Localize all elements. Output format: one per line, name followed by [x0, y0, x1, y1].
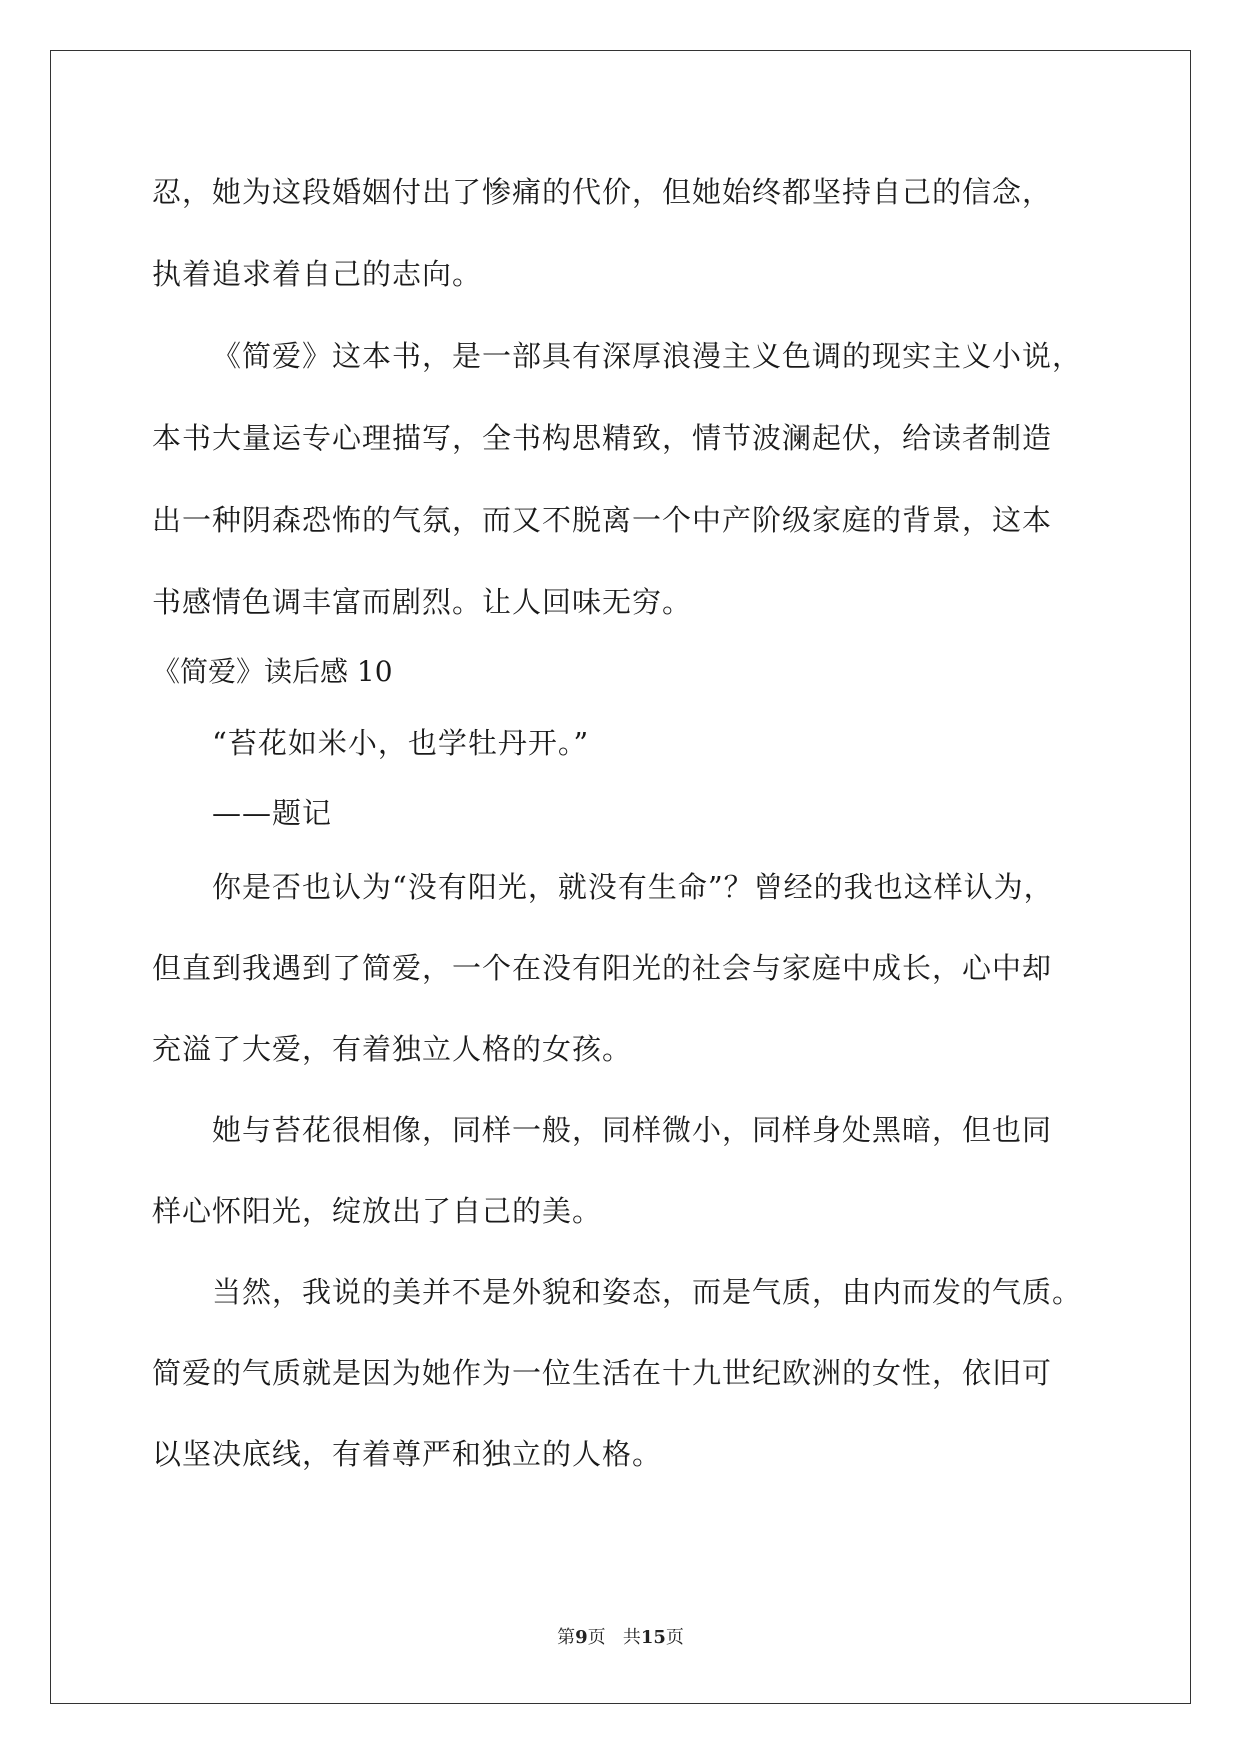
- total-page-count: 15: [640, 1627, 666, 1648]
- paragraph-line: 以坚决底线，有着尊严和独立的人格。: [152, 1437, 663, 1471]
- paragraph-line: 忍，她为这段婚姻付出了惨痛的代价，但她始终都坚持自己的信念，: [152, 175, 1053, 209]
- page-footer: [0, 1626, 1241, 1650]
- footer-total-suffix: 页: [665, 1627, 684, 1648]
- section-heading: 《简爱》读后感 10: [152, 655, 393, 688]
- paragraph-line: 执着追求着自己的志向。: [152, 257, 483, 291]
- paragraph-line: 简爱的气质就是因为她作为一位生活在十九世纪欧洲的女性，依旧可: [152, 1356, 1053, 1390]
- epigraph-quote: “苔花如米小，也学牡丹开。”: [212, 726, 590, 760]
- footer-total-prefix: 共: [622, 1627, 641, 1648]
- paragraph-line: 但直到我遇到了简爱，一个在没有阳光的社会与家庭中成长，心中却: [152, 951, 1053, 985]
- paragraph-line: 出一种阴森恐怖的气氛，而又不脱离一个中产阶级家庭的背景，这本: [152, 503, 1053, 537]
- paragraph-line: 充溢了大爱，有着独立人格的女孩。: [152, 1032, 633, 1066]
- epigraph-attribution: ——题记: [212, 796, 333, 830]
- footer-prefix: 第: [557, 1627, 576, 1648]
- paragraph-line: 你是否也认为“没有阳光，就没有生命”？曾经的我也这样认为，: [212, 870, 1054, 904]
- paragraph-line: 《简爱》这本书，是一部具有深厚浪漫主义色调的现实主义小说，: [212, 339, 1083, 373]
- paragraph-line: 样心怀阳光，绽放出了自己的美。: [152, 1194, 603, 1228]
- paragraph-line: 书感情色调丰富而剧烈。让人回味无穷。: [152, 585, 693, 619]
- paragraph-line: 本书大量运专心理描写，全书构思精致，情节波澜起伏，给读者制造: [152, 421, 1053, 455]
- paragraph-line: 当然，我说的美并不是外貌和姿态，而是气质，由内而发的气质。: [212, 1275, 1083, 1309]
- current-page-number: 9: [575, 1627, 588, 1648]
- footer-page-suffix: 页: [587, 1627, 606, 1648]
- paragraph-line: 她与苔花很相像，同样一般，同样微小，同样身处黑暗，但也同: [212, 1113, 1053, 1147]
